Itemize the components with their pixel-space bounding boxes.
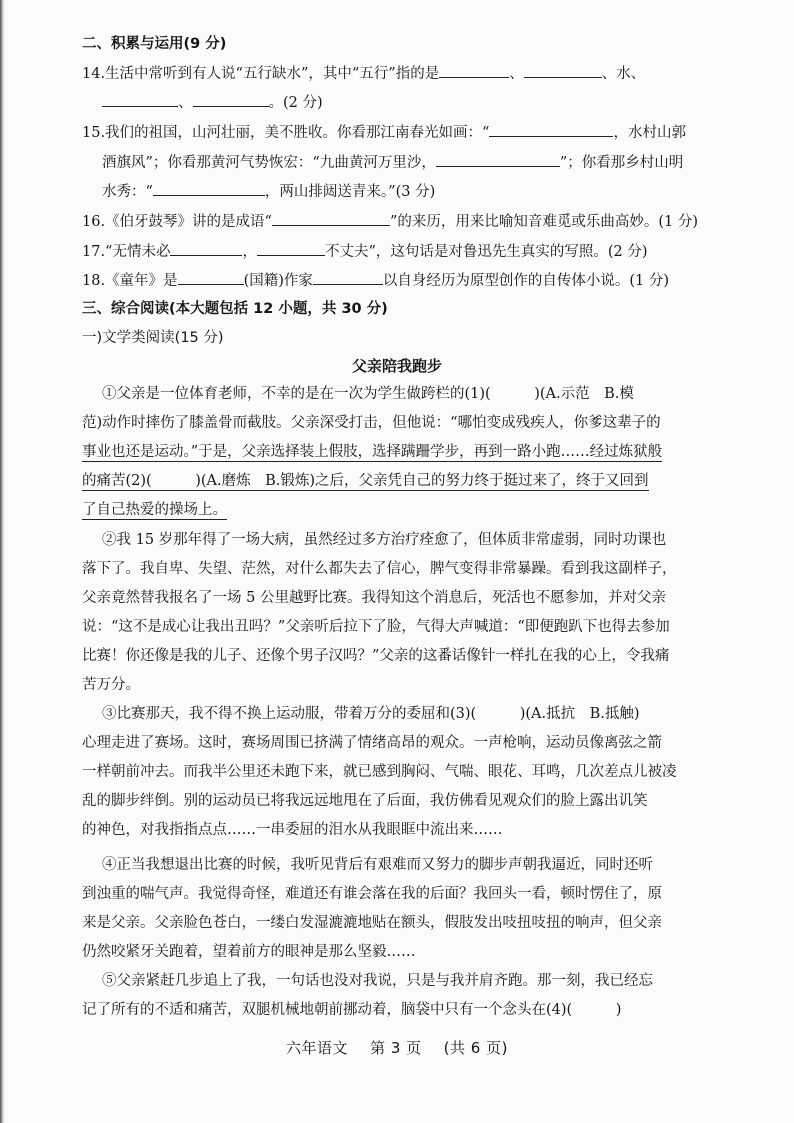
- paragraph-4-line: 到浊重的喘气声。我觉得奇怪，难道还有谁会落在我的后面？我回头一看，顿时愣住了，原: [82, 886, 662, 902]
- q14-blank-1[interactable]: [439, 63, 509, 78]
- paragraph-4-line: 仍然咬紧牙关跑着，望着前方的眼神是那么坚毅……: [82, 944, 416, 960]
- footer-subject: 六年语文: [286, 1039, 349, 1057]
- paragraph-4-line: 来是父亲。父亲脸色苍白，一缕白发湿漉漉地贴在额头，假肢发出吱扭吱扭的响声，但父亲: [82, 915, 662, 931]
- question-15-line1: 15.我们的祖国，山河壮丽，美不胜收。你看那江南春光如画：“ ，水村山郭: [82, 121, 686, 142]
- paragraph-2-line: 说：“这不是成心让我出丑吗？”父亲听后拉下了脸，气得大声喊道：“即便跑趴下也得去参加: [82, 619, 670, 635]
- paragraph-1-line-underlined: 的痛苦(2)( )(A.磨炼 B.锻炼)之后，父亲凭自己的努力终于挺过来了，终于又回到: [82, 469, 649, 491]
- paragraph-1-line-underlined: 了自己热爱的操场上。: [82, 498, 227, 520]
- q14-blank-3[interactable]: [102, 92, 178, 107]
- scan-edge: [0, 0, 5, 1123]
- footer-page-number: 第 3 页: [370, 1039, 422, 1057]
- paragraph-3-line: 的神色，对我指指点点……一串委屈的泪水从我眼眶中流出来……: [82, 822, 503, 838]
- q15-blank-1[interactable]: [489, 122, 613, 137]
- question-15-line3: 水秀：“ ，两山排闼送青来。”(3 分): [102, 180, 435, 201]
- paragraph-1-line: 范)动作时摔伤了膝盖骨而截肢。父亲深受打击，但他说：“哪怕变成残疾人，你爹这辈子的: [82, 415, 661, 431]
- q15-blank-3[interactable]: [153, 181, 265, 196]
- q17-blank-2[interactable]: [257, 241, 325, 256]
- paragraph-3-line: 乱的脚步绊倒。别的运动员已将我远远地甩在了后面，我仿佛看见观众们的脸上露出讥笑: [82, 793, 648, 809]
- paragraph-1-line: ①父亲是一位体育老师，不幸的是在一次为学生做跨栏的(1)( )(A.示范 B.模: [102, 386, 634, 402]
- paragraph-2-line: 父亲竟然替我报名了一场 5 公里越野比赛。我得知这个消息后，死活也不愿参加，并对父亲: [82, 590, 666, 606]
- section3-heading: 三、综合阅读(本大题包括 12 小题，共 30 分): [82, 301, 388, 317]
- paragraph-4-line: ④正当我想退出比赛的时候，我听见背后有艰难而又努力的脚步声朝我逼近，同时还听: [102, 857, 653, 873]
- q16-blank[interactable]: [272, 211, 390, 226]
- q15-blank-2[interactable]: [436, 152, 560, 167]
- section2-heading: 二、积累与运用(9 分): [82, 36, 227, 52]
- question-15-line2: 酒旗风”；你看那黄河气势恢宏：“九曲黄河万里沙， ”；你看那乡村山明: [102, 151, 683, 172]
- paragraph-5-line: ⑤父亲紧赶几步追上了我，一句话也没对我说，只是与我并肩齐跑。那一刻，我已经忘: [102, 973, 653, 989]
- q18-blank-1[interactable]: [178, 270, 244, 285]
- paragraph-5-line: 记了所有的不适和痛苦，双腿机械地朝前挪动着，脑袋中只有一个念头在(4)( ): [82, 1002, 622, 1018]
- footer-total-pages: (共 6 页): [443, 1039, 508, 1057]
- paragraph-3-line: 心理走进了赛场。这时，赛场周围已挤满了情绪高昂的观众。一声枪响，运动员像离弦之箭: [82, 735, 662, 751]
- paragraph-3-line: 一样朝前冲去。而我半公里还未跑下来，就已感到胸闷、气喘、眼花、耳鸣，几次差点儿被凌: [82, 764, 677, 780]
- paragraph-2-line: 苦万分。: [82, 677, 140, 693]
- question-14-line2: 、 。(2 分): [102, 91, 323, 112]
- question-14-line1: 14.生活中常听到有人说“五行缺水”，其中“五行”指的是 、 、水、: [82, 62, 645, 83]
- paragraph-3-line: ③比赛那天，我不得不换上运动服，带着万分的委屈和(3)( )(A.抵抗 B.抵触): [102, 706, 640, 722]
- paragraph-2-line: 比赛！你还像是我的儿子、还像个男子汉吗？”父亲的这番话像针一样扎在我的心上，令我痛: [82, 648, 670, 664]
- paragraph-1-line-underlined: 事业也还是运动。”于是，父亲选择装上假肢，选择蹒跚学步，再到一路小跑……经过炼狱般: [82, 440, 662, 462]
- paragraph-2-line: 落下了。我自卑、失望、茫然，对什么都失去了信心，脾气变得非常暴躁。看到我这副样子，: [82, 561, 677, 577]
- q14-blank-2[interactable]: [524, 63, 602, 78]
- page-footer: [0, 1037, 794, 1058]
- question-16: 16.《伯牙鼓琴》讲的是成语“ ”的来历，用来比喻知音难觅或乐曲高妙。(1 分): [82, 210, 698, 231]
- question-18: 18.《童年》是 (国籍)作家 以自身经历为原型创作的自传体小说。(1 分): [82, 269, 669, 290]
- question-17: 17.“无情未必 ， 不丈夫”，这句话是对鲁迅先生真实的写照。(2 分): [82, 240, 648, 261]
- q14-blank-4[interactable]: [193, 92, 269, 107]
- q17-blank-1[interactable]: [170, 241, 242, 256]
- section3-subheading: 一)文学类阅读(15 分): [82, 330, 224, 346]
- paragraph-2-line: ②我 15 岁那年得了一场大病，虽然经过多方治疗痊愈了，但体质非常虚弱，同时功课也: [102, 532, 667, 548]
- passage-title: 父亲陪我跑步: [351, 357, 442, 375]
- q18-blank-2[interactable]: [313, 270, 383, 285]
